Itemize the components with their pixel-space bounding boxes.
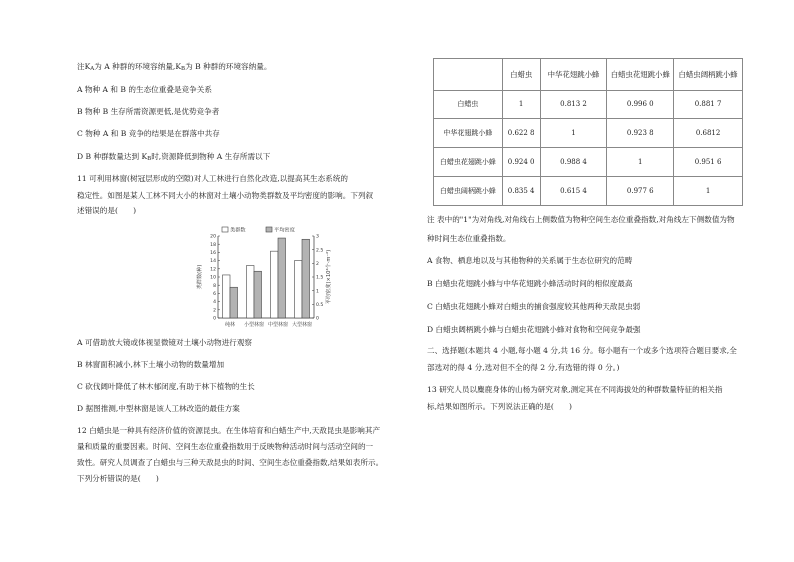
table-header-cell: 白蜡虫花翅跳小蜂 [607, 59, 674, 91]
left-tick-label: 0 [213, 316, 216, 322]
table-row-label: 白蜡虫阔柄跳小蜂 [434, 177, 503, 206]
q11-option-a: A 可借助放大镜或体视显微镜对土壤小动物进行观察 [77, 338, 252, 347]
bar-mean-density [254, 271, 262, 318]
table-cell: 1 [540, 119, 607, 148]
table-row-label: 白蜡虫花翅跳小蜂 [434, 148, 503, 177]
q11-option-d: D 据图推测,中型林窗是该人工林改造的最佳方案 [77, 404, 240, 413]
q12-stem-line: 量和质量的重要因素。时间、空间生态位重叠指数用于反映物种活动时间与活动空间的一 [77, 442, 374, 451]
table-row-label: 中华花翅跳小蜂 [434, 119, 503, 148]
table-cell: 0.924 0 [502, 148, 540, 177]
q12-option-b: B 白蜡虫花翅跳小蜂与中华花翅跳小蜂活动时间的相似度最高 [427, 279, 633, 288]
q12-option-d: D 白蜡虫阔柄跳小蜂与白蜡虫花翅跳小蜂对食物和空间竞争最强 [427, 325, 641, 334]
table-cell: 0.996 0 [607, 90, 674, 119]
bar-mean-density [230, 287, 238, 318]
q10-option-d: D B 种群数量达到 KB时,资源降低到物种 A 生存所需以下 [77, 152, 271, 162]
x-tick-label: 大型林窗 [291, 322, 313, 328]
table-cell: 0.951 6 [674, 148, 743, 177]
table-cell: 0.615 4 [540, 177, 607, 206]
table-row [434, 90, 743, 119]
legend-swatch [266, 227, 272, 232]
table-header-cell: 白蜡虫 [502, 59, 540, 91]
x-tick-label: 小型林窗 [243, 322, 265, 328]
legend-swatch [222, 227, 228, 232]
right-tick-label: 1 [316, 289, 319, 295]
q12-option-c: C 白蜡虫花翅跳小蜂对白蜡虫的捕食强度较其他两种天敌昆虫弱 [427, 302, 641, 311]
table-cell: 0.835 4 [502, 177, 540, 206]
q12-stem-line: 12 白蜡虫是一种具有经济价值的资源昆虫。在生体培育和白蜡生产中,天敌昆虫是影响其产 [77, 426, 381, 435]
table-header-cell: 白蜡虫阔柄跳小蜂 [674, 59, 743, 91]
bar-class-count [247, 266, 255, 318]
q13-stem-line: 标,结果如图所示。下列说法正确的是( ) [427, 402, 573, 411]
bar-chart [188, 222, 338, 332]
q10-option-c: C 物种 A 和 B 竞争的结果是在群落中共存 [77, 129, 220, 138]
bar-class-count [223, 275, 231, 318]
table-cell: 0.622 8 [502, 119, 540, 148]
right-tick-label: 2 [316, 261, 319, 267]
table-header-row [434, 59, 743, 91]
right-tick-label: 3 [316, 234, 319, 240]
legend-label: 平均密度 [274, 227, 295, 234]
section2-heading-line: 二、选择题(本题共 4 小题,每小题 4 分,共 16 分。每小题有一个或多个选项符合题目要求,全 [427, 346, 737, 355]
q11-stem-line: 稳定性。如图是某人工林不同大小的林窗对土壤小动物类群数及平均密度的影响。下列叙 [77, 191, 374, 200]
q11-option-b: B 林窗面积减小,林下土壤小动物的数量增加 [77, 360, 225, 369]
table-note-line: 种时间生态位重叠指数。 [427, 234, 511, 243]
table-cell: 1 [674, 177, 743, 206]
right-tick-label: 0 [316, 316, 319, 322]
table-cell: 1 [502, 90, 540, 119]
q12-stem-line: 致性。研究人员调查了白蜡虫与三种天敌昆虫的时间、空间生态位重叠指数,结果如表所示。 [77, 458, 384, 467]
table-cell: 0.988 4 [540, 148, 607, 177]
q10-option-a: A 物种 A 和 B 的生态位重叠是竞争关系 [77, 85, 212, 94]
q12-option-a: A 食物、栖息地以及与其他物种的关系属于生态位研究的范畴 [427, 256, 633, 265]
right-tick-label: 0.5 [316, 302, 324, 308]
left-tick-label: 12 [210, 267, 216, 273]
bar-mean-density [302, 239, 310, 318]
left-tick-label: 10 [210, 275, 216, 281]
table-cell: 0.6812 [674, 119, 743, 148]
table-row [434, 119, 743, 148]
x-tick-label: 中型林窗 [267, 322, 289, 328]
x-tick-label: 纯林 [224, 322, 236, 328]
left-tick-label: 8 [213, 283, 216, 289]
table-row [434, 177, 743, 206]
right-tick-label: 2.5 [316, 248, 324, 254]
right-tick-label: 1.5 [316, 275, 324, 281]
left-tick-label: 2 [213, 308, 216, 314]
q11-stem-line: 11 可利用林窗(树冠层形成的空隙)对人工林进行自然化改造,以提高其生态系统的 [77, 174, 349, 183]
q12-stem-line: 下列分析错误的是( ) [77, 474, 159, 483]
table-cell: 0.923 8 [607, 119, 674, 148]
q10-option-b: B 物种 B 生存所需资源更低,是优势竞争者 [77, 107, 220, 116]
table-row [434, 148, 743, 177]
left-tick-label: 4 [213, 300, 216, 306]
table-row-label: 白蜡虫 [434, 90, 503, 119]
table-header-cell [434, 59, 503, 91]
left-tick-label: 20 [210, 234, 216, 240]
table-cell: 1 [607, 148, 674, 177]
left-tick-label: 16 [210, 251, 216, 256]
overlap-index-table [433, 58, 743, 206]
bar-class-count [271, 251, 279, 318]
bar-class-count [295, 261, 303, 318]
left-tick-label: 18 [210, 242, 216, 248]
left-tick-label: 6 [213, 292, 216, 297]
q13-stem-line: 13 研究人员以麋鹿身体的山杨为研究对象,测定其在不同海拔处的种群数量特征的相关指 [427, 385, 723, 394]
bar-mean-density [278, 238, 286, 318]
table-cell: 0.881 7 [674, 90, 743, 119]
table-header-cell: 中华花翅跳小蜂 [540, 59, 607, 91]
right-axis-label: 平均密度(×10⁴个·m⁻²) [326, 249, 332, 305]
table-cell: 0.977 6 [607, 177, 674, 206]
section2-heading-line: 部选对的得 4 分,选对但不全的得 2 分,有选错的得 0 分。) [427, 363, 620, 372]
q11-option-c: C 砍伐阔叶降低了林木郁闭度,有助于林下植物的生长 [77, 382, 255, 391]
legend-label: 类群数 [230, 227, 246, 234]
q10-note: 注KA为 A 种群的环境容纳量,KB为 B 种群的环境容纳量。 [77, 62, 272, 72]
table-cell: 0.813 2 [540, 90, 607, 119]
q11-stem-line: 述错误的是( ) [77, 206, 137, 215]
table-note-line: 注 表中的"1"为对角线,对角线右上侧数值为物种空间生态位重叠指数,对角线左下侧数值为物 [427, 215, 735, 224]
left-axis-label: 类群数(种) [197, 264, 203, 290]
left-tick-label: 14 [210, 259, 216, 265]
